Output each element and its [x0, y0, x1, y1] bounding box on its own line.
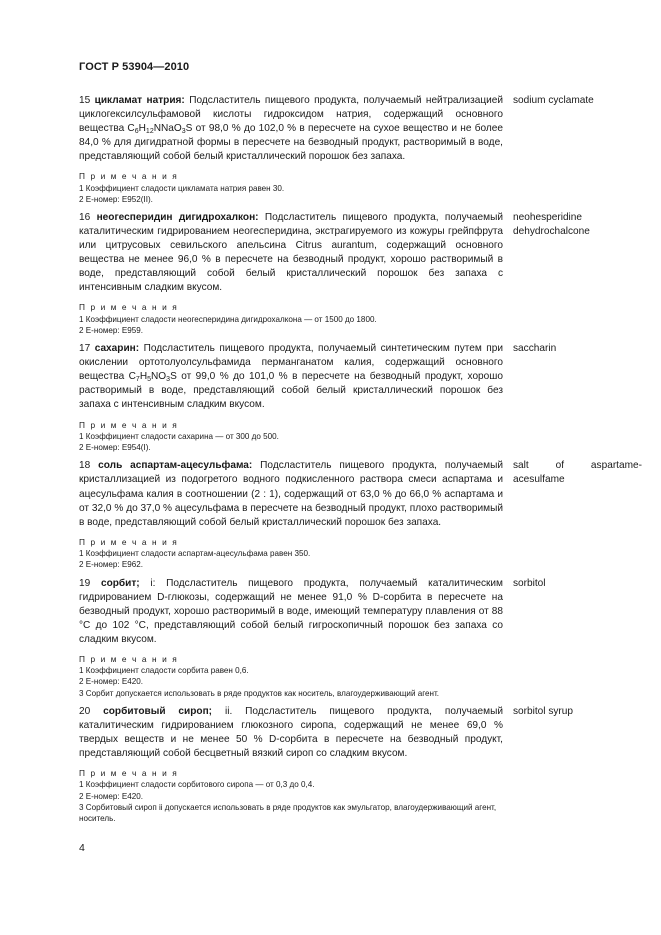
note: 2 Е-номер: Е954(I).	[79, 443, 151, 453]
term-list	[79, 94, 642, 825]
note: 1 Коэффициент сладости неогесперидина дигидрохалкона — от 1500 до 1800.	[79, 314, 377, 324]
term-english: saccharin	[513, 343, 557, 355]
term-entry	[79, 577, 642, 647]
term-entry	[79, 211, 642, 295]
notes-title: П р и м е ч а н и я	[79, 768, 179, 779]
term-definition: 17 сахарин: Подсластитель пищевого продукта, получаемый синтетическим путем при окислении ортотолуолсульфамида перманганатом калия, содержащий основного вещества $C_7H_5NO_3S$ от 99,0 % до 101,0 % в пересчете на безводный продукт, хорошо растворимый в воде, представляющий собой белый кристаллический порошок без запаха с интенсивным сладким вкусом.	[79, 343, 504, 411]
term-english: sorbitol	[513, 577, 546, 589]
notes-block	[79, 302, 503, 336]
note: 2 Е-номер: Е420.	[79, 791, 144, 801]
notes-title: П р и м е ч а н и я	[79, 653, 179, 664]
notes-title: П р и м е ч а н и я	[79, 419, 179, 430]
notes-block	[79, 420, 503, 454]
term-name: неогесперидин дигидрохалкон:	[96, 212, 259, 224]
term-definition: 16 неогесперидин дигидрохалкон: Подсластитель пищевого продукта, получаемый каталитическим гидрированием неогесперидина, экстрагируемого из кожуры грейпфрута или цитрусовых севильского апельсина Citrus aurantum, содержащий основного вещества не менее 96,0 % в пересчете на безводный продукт, хорошо растворимый в воде, представляющий собой белый кристаллический порошок без запаха с интенсивным сладким вкусом.	[79, 212, 503, 294]
term-definition: 20 сорбитовый сироп; ii. Подсластитель пищевого продукта, получаемый каталитическим гидрированием глюкозного сиропа, содержащий не менее 69,0 % твердых веществ и не менее 50 % D-сорбита в пересчете на безводный продукт, представляющий собой бесцветный вязкий сироп со сладким вкусом.	[79, 705, 503, 760]
term-number: 16	[79, 212, 91, 224]
term-name: сорбит;	[100, 577, 140, 589]
note: 1 Коэффициент сладости аспартам-ацесульфама равен 350.	[79, 548, 311, 558]
term-name: соль аспартам-ацесульфама:	[98, 460, 253, 472]
notes-title: П р и м е ч а н и я	[79, 302, 179, 313]
notes-block	[79, 768, 503, 824]
note: 1 Коэффициент сладости сахарина — от 300 до 500.	[79, 431, 279, 441]
note: 2 Е-номер: Е420.	[79, 677, 144, 687]
term-definition: 18 соль аспартам-ацесульфама: Подсластитель пищевого продукта, получаемый кристаллизацией из подогретого водного подкисленного раствора смеси аспартама и ацесульфама калия в соотношении (2 : 1), содержащий от 63,0 % до 66,0 % аспартама и от 32,0 % до 37,0 % ацесульфама в пересчете на безводный продукт, плохо растворимый в воде, представляющий собой белый кристаллический порошок без запаха.	[79, 460, 503, 528]
document-header: ГОСТ Р 53904—2010	[79, 61, 190, 73]
note: 1 Коэффициент сладости сорбитового сиропа — от 0,3 до 0,4.	[79, 780, 315, 790]
term-entry	[79, 94, 642, 164]
term-name: сорбитовый сироп;	[103, 705, 213, 717]
term-english: sorbitol syrup	[513, 705, 574, 717]
note: 2 Е-номер: Е952(II).	[79, 194, 153, 204]
term-number: 17	[79, 343, 91, 355]
term-entry	[79, 459, 642, 529]
note: 3 Сорбитовый сироп ii допускается использовать в ряде продуктов как эмульгатор, влагоудерживающий агент, носитель.	[79, 803, 497, 824]
notes-title: П р и м е ч а н и я	[79, 171, 179, 182]
term-number: 19	[79, 577, 91, 589]
term-definition: 15 цикламат натрия: Подсластитель пищевого продукта, получаемый нейтрализацией циклогексилсульфамовой кислоты гидроксидом натрия, содержащий основного вещества $C_6H_{12}NNaO_3S$ от 98,0 % до 102,0 % в пересчете на сухое вещество и не более 84,0 % для дигидратной формы в пересчете на безводный продукт, растворимый в воде, представляющий собой белый кристаллический порошок без запаха.	[79, 95, 503, 163]
note: 1 Коэффициент сладости цикламата натрия равен 30.	[79, 183, 285, 193]
term-entry	[79, 705, 642, 761]
note: 2 Е-номер: Е962.	[79, 560, 144, 570]
note: 1 Коэффициент сладости сорбита равен 0,6.	[79, 666, 249, 676]
term-entry	[79, 342, 642, 412]
term-number: 20	[79, 705, 91, 717]
note: 2 Е-номер: Е959.	[79, 326, 144, 335]
term-definition: 19 сорбит; i: Подсластитель пищевого продукта, получаемый каталитическим гидрированием D-глюкозы, содержащий не менее 91,0 % D-сорбита в пересчете на безводный продукт, хорошо растворимый в воде, имеющий температуру плавления от 88 °С до 102 °С, представляющий собой белый гигроскопичный порошок без запаха со сладким вкусом.	[79, 577, 503, 645]
term-number: 15	[79, 95, 91, 106]
notes-block	[79, 171, 503, 205]
notes-block	[79, 654, 503, 699]
term-name: сахарин:	[94, 343, 140, 355]
term-english: salt of aspartame-acesulfame	[513, 460, 642, 486]
note: 3 Сорбит допускается использовать в ряде продуктов как носитель, влагоудерживающий агент.	[79, 688, 440, 698]
term-english: sodium cyclamate	[513, 95, 594, 106]
notes-title: П р и м е ч а н и я	[79, 536, 179, 547]
term-number: 18	[79, 460, 91, 472]
page-number: 4	[79, 842, 85, 854]
notes-block	[79, 537, 503, 571]
term-english: neohesperidine dehydrochalcone	[513, 212, 590, 238]
term-name: цикламат натрия:	[94, 95, 185, 106]
